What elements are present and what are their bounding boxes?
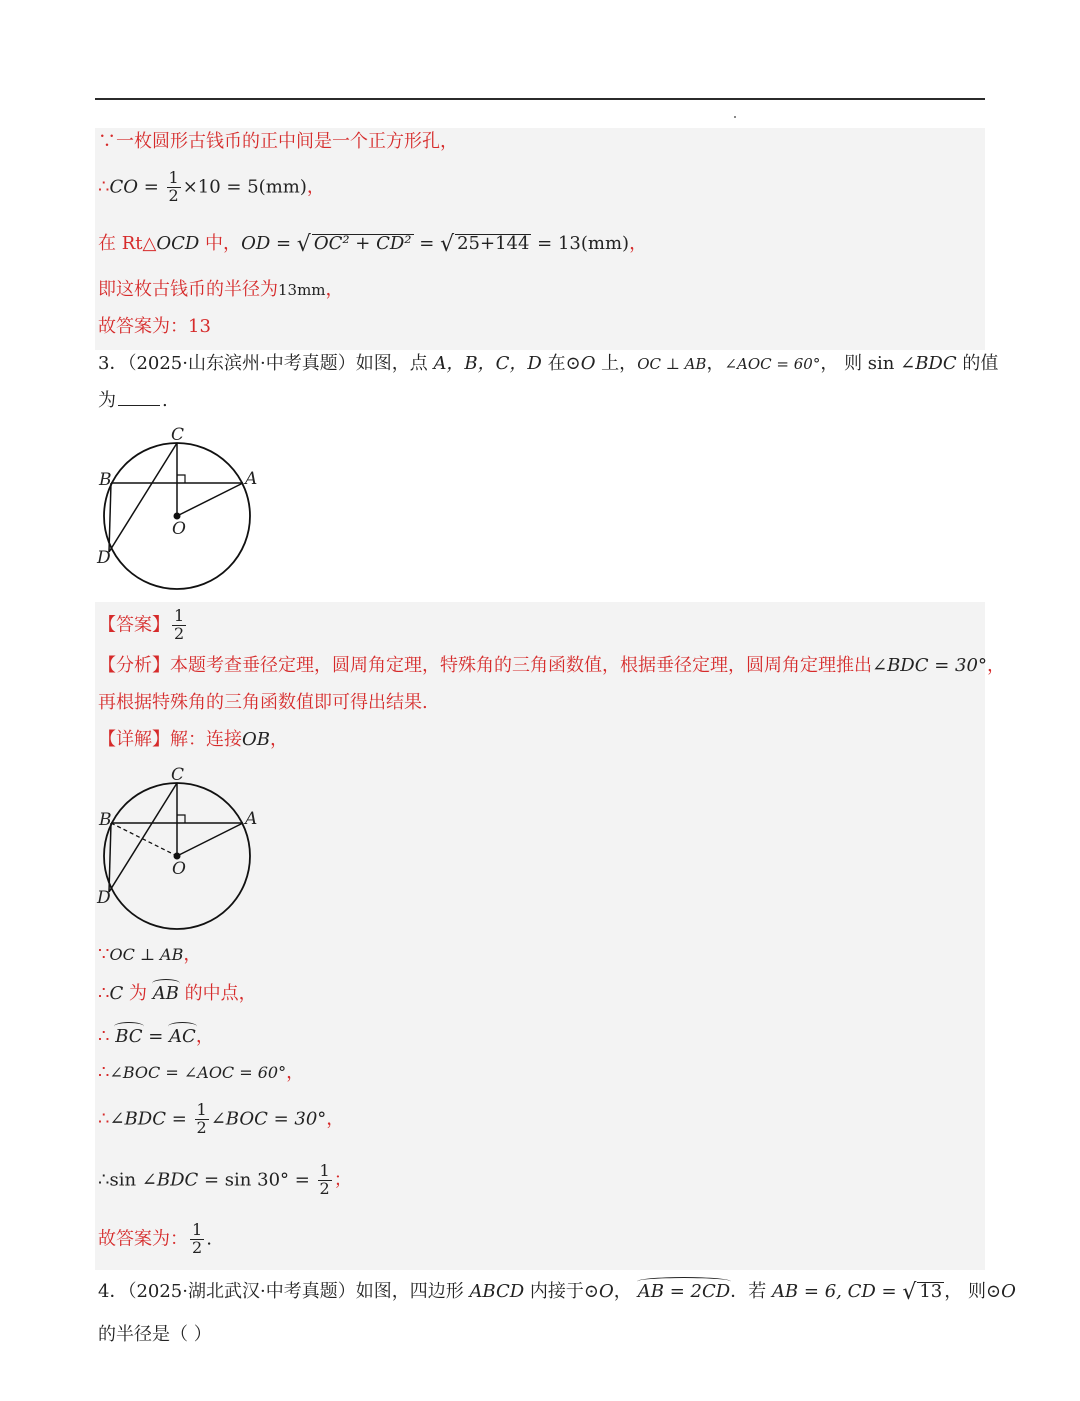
fraction: $\frac{1}{2}$ [174,606,185,643]
sol2-line-1: ∵一枚圆形古钱币的正中间是一个正方形孔， [98,131,458,152]
fraction: $\frac{1}{2}$ [168,168,179,205]
svg-text:B: B [99,470,112,490]
header-rule [95,98,985,100]
question-4-line-2: 的半径是（ ） [98,1324,212,1345]
question-3-line-2: 为 . [98,390,168,411]
answer-blank [118,405,160,406]
circle-figure-1 [92,424,267,594]
question-4-line-1: 4．（2025·湖北武汉·中考真题）如图，四边形 ABCD 内接于⊙O， AB = 2CD．若 AB = 6, CD = √ 13 ， 则⊙O [98,1280,1016,1305]
question-3-line-1: 3．（2025·山东滨州·中考真题）如图，点 A，B，C，D 在⊙O 上，OC ⊥ AB，∠AOC = 60°， 则 sin ∠BDC 的值 [98,353,999,374]
final-answer-3: 故答案为： $\frac{1}{2}$ . [98,1220,212,1257]
svg-text:A: A [245,469,258,489]
sol2-line-4: 即这枚古钱币的半径为13mm， [98,279,344,300]
svg-text:O: O [172,519,186,539]
svg-text:C: C [171,425,185,445]
analysis-3-line-1: 【分析】本题考查垂径定理，圆周角定理，特殊角的三角函数值，根据垂径定理，圆周角定理推出∠BDC = 30°， [98,655,1005,676]
step-5: ∴∠BDC = $\frac{1}{2}$ ∠BOC = 30°， [98,1100,345,1137]
detail-3-intro: 【详解】解：连接OB， [98,729,288,750]
speck [734,116,736,118]
step-3: ∴ BC = AC， [98,1026,214,1047]
fraction: $\frac{1}{2}$ [196,1100,207,1137]
sol2-final-answer: 故答案为：13 [98,316,211,337]
step-2: ∴C 为 AB 的中点， [98,983,257,1004]
fraction: $\frac{1}{2}$ [319,1161,330,1198]
answer-3: 【答案】 $\frac{1}{2}$ [98,606,185,643]
svg-text:C: C [171,765,185,785]
fraction: $\frac{1}{2}$ [192,1220,203,1257]
circle-figure-2 [92,764,267,934]
sol2-line-3: 在 Rt△OCD 中，OD = √ OC² + CD² = √ 25+144 = 13(mm)， [98,232,648,257]
step-6: ∴sin ∠BDC = sin 30° = $\frac{1}{2}$ ； [98,1161,352,1198]
step-4: ∴∠BOC = ∠AOC = 60°， [98,1062,305,1083]
svg-text:B: B [99,810,112,830]
step-1: ∵OC ⊥ AB， [98,944,202,965]
analysis-3-line-2: 再根据特殊角的三角函数值即可得出结果. [98,692,428,713]
svg-text:D: D [97,888,111,908]
sol2-line-2: ∴CO = $\frac{1}{2}$ ×10 = 5(mm)， [98,168,325,205]
svg-text:A: A [245,809,258,829]
svg-text:D: D [97,548,111,568]
svg-text:O: O [172,859,186,879]
